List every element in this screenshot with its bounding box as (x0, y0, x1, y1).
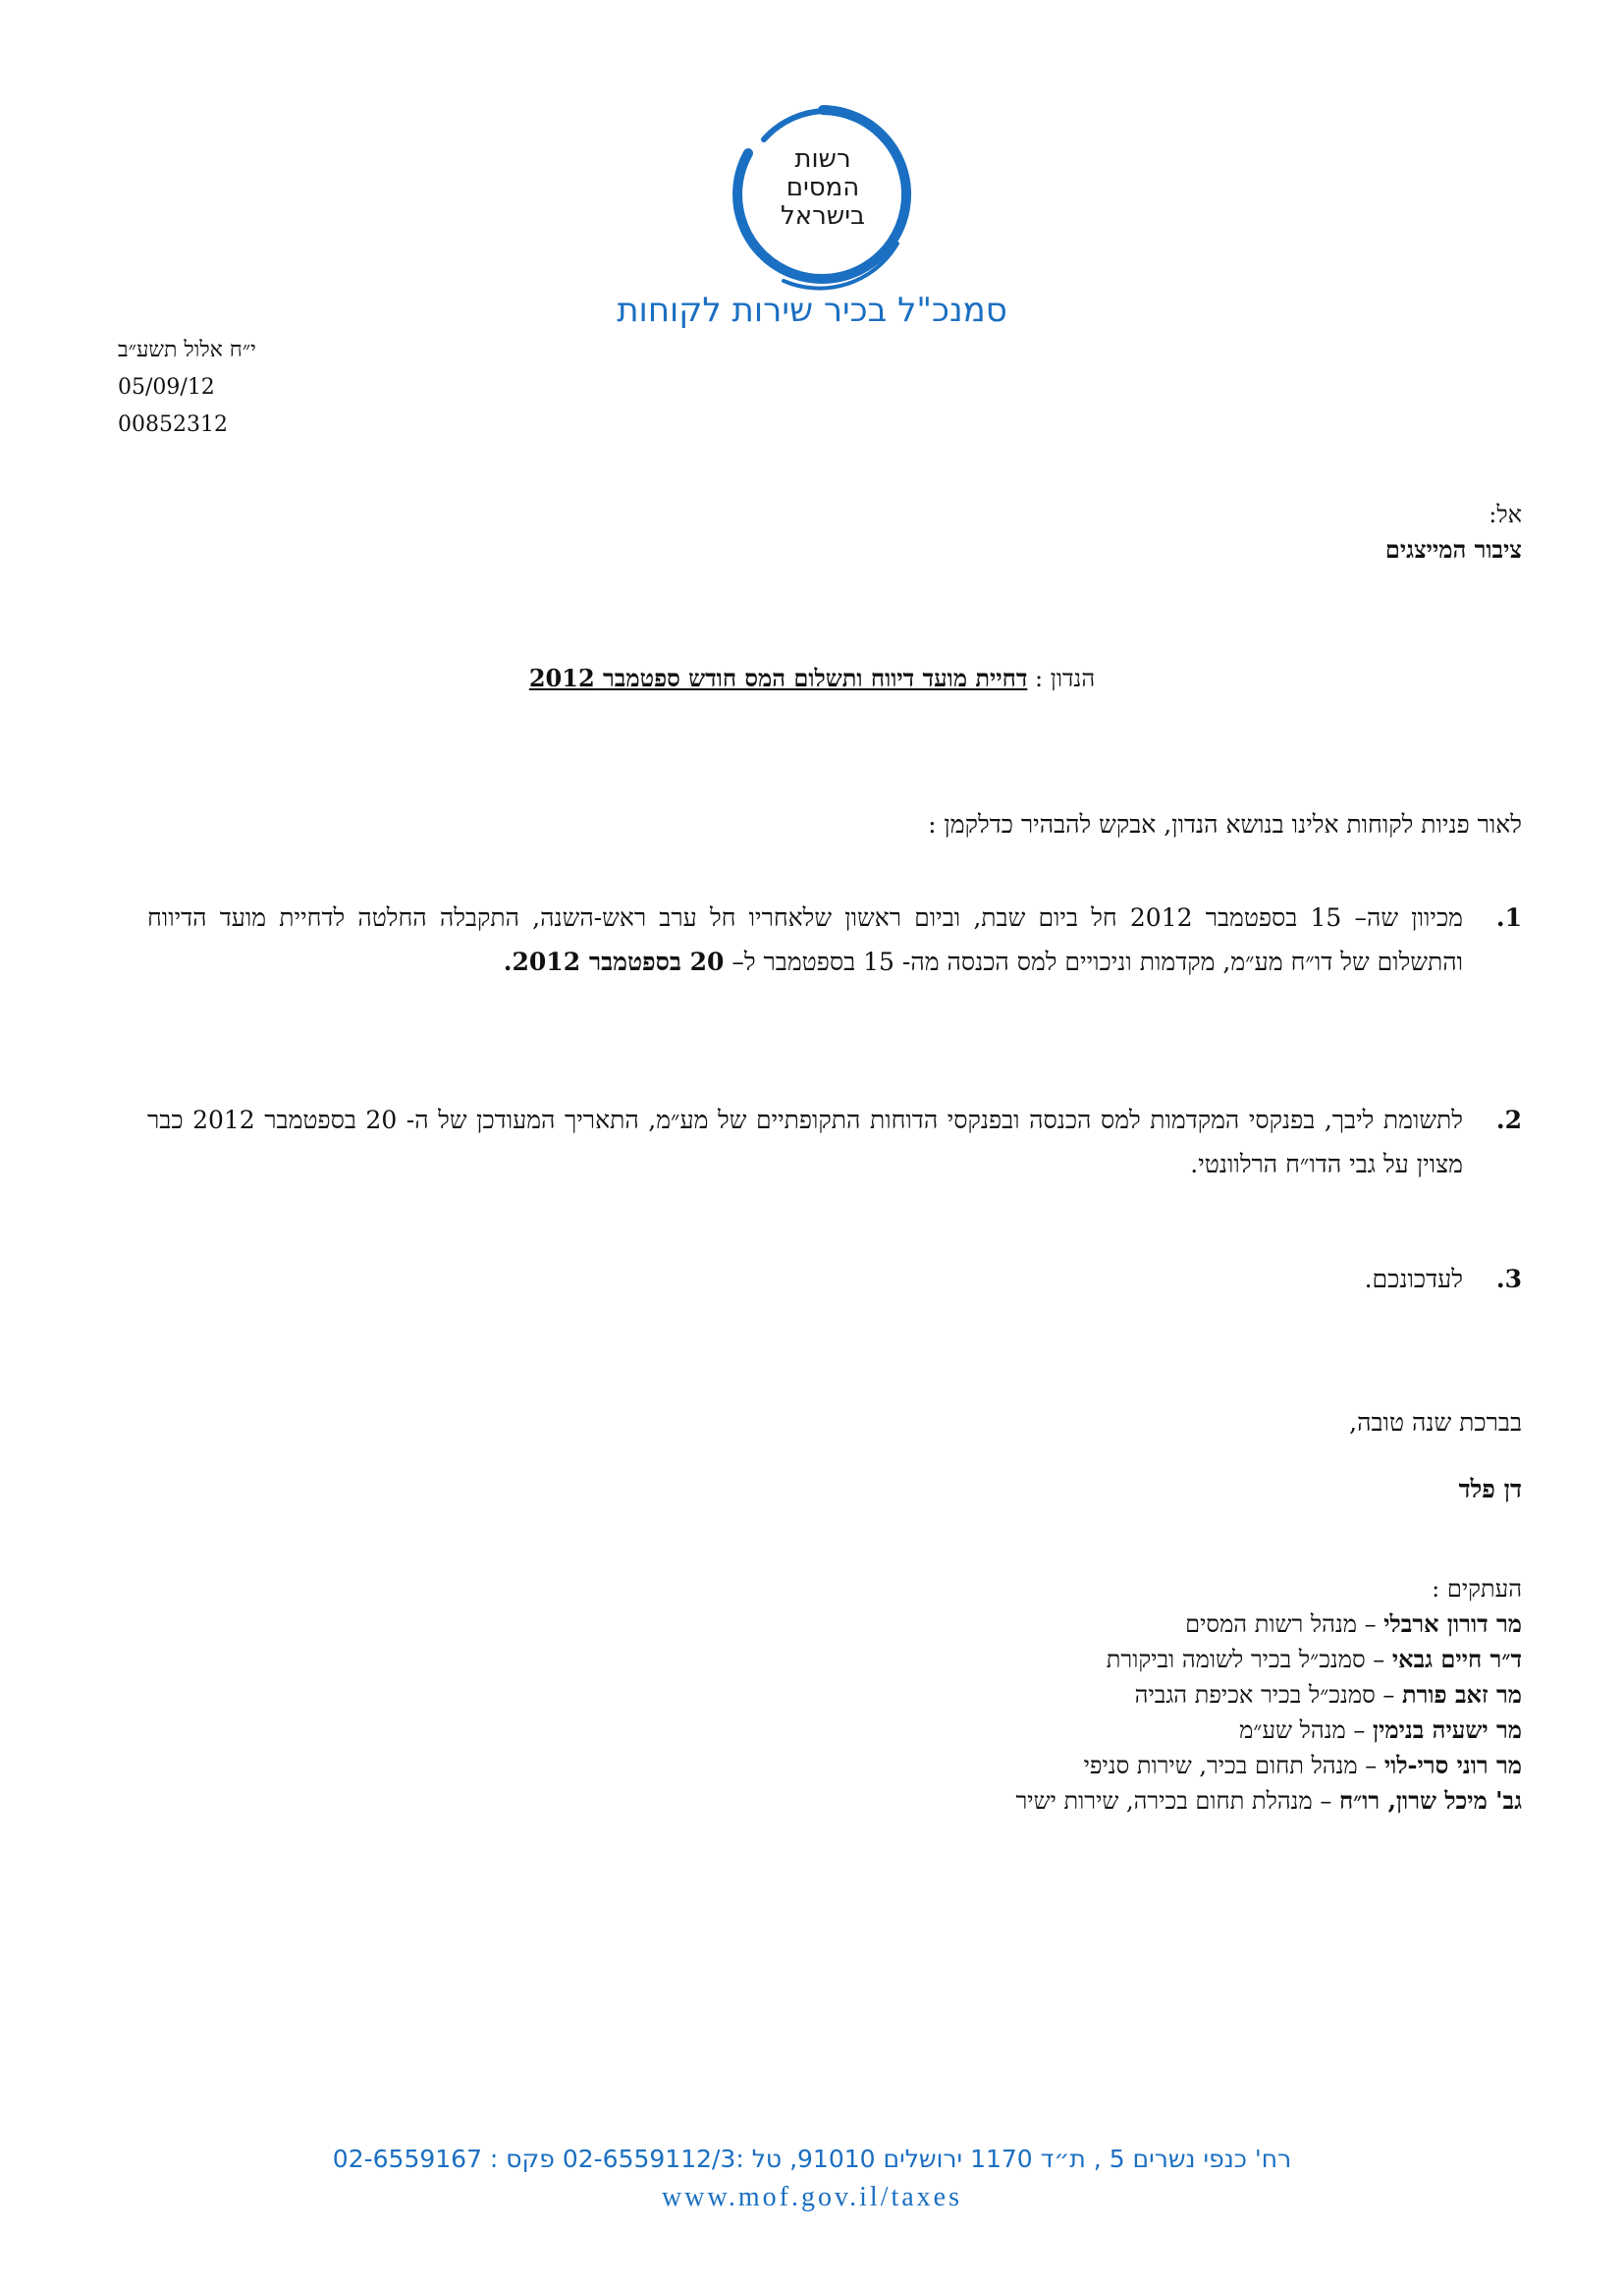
copy-role: – מנהל רשות המסים (1185, 1610, 1384, 1638)
copy-recipient (1016, 1677, 1523, 1713)
copies-label: העתקים : (1432, 1575, 1522, 1603)
footer-address: רח' כנפי נשרים 5 , ת״ד 1170 ירושלים 91010, טל :02-6559112/3 פקס : 02-6559167 (332, 2145, 1292, 2173)
signer-name: דן פלד (1458, 1475, 1522, 1503)
tax-authority-logo (725, 96, 921, 293)
item-text: לעדכונכם. (1364, 1265, 1463, 1293)
copy-recipient (1016, 1748, 1523, 1783)
copy-name: גב' מיכל שרון, רו״ח (1338, 1786, 1522, 1815)
copy-role: – מנהל תחום בכיר, שירות סניפי (1083, 1752, 1384, 1779)
subject-text: דחיית מועד דיווח ותשלום המס חודש ספטמבר 2012 (528, 664, 1028, 692)
intro-paragraph: לאור פניות לקוחות אלינו בנושא הנדון, אבקש להבהיר כדלקמן : (928, 810, 1522, 839)
letter-date: 05/09/12 (118, 375, 215, 400)
to-label: אל: (1489, 501, 1522, 528)
copy-name: מר דורון ארבלי (1383, 1609, 1522, 1638)
copy-name: ד״ר חיים גבאי (1391, 1645, 1522, 1673)
item-text-bold: 20 בספטמבר 2012. (503, 948, 725, 976)
list-item (147, 1257, 1522, 1301)
copy-recipient (1016, 1606, 1523, 1642)
copies-block (1016, 1571, 1523, 1819)
copy-name: מר רוני סרי-לוי (1383, 1751, 1522, 1779)
copy-recipient (1016, 1783, 1523, 1819)
closing-greeting: בברכת שנה טובה, (1349, 1408, 1522, 1437)
copy-role: – מנהלת תחום בכירה, שירות ישיר (1015, 1787, 1339, 1815)
item-number: 2. (1495, 1106, 1522, 1134)
logo-line: המסים (785, 173, 860, 202)
list-item (147, 896, 1522, 984)
item-text: לתשומת ליבך, בפנקסי המקדמות למס הכנסה ובפנקסי הדוחות התקופתיים של מע״מ, התאריך המעודכן של ה- 20 בספטמבר 2012 כבר מצוין על גבי הדו״ח הרלוונטי. (147, 1106, 1463, 1178)
logo-line: בישראל (780, 201, 866, 231)
department-title: סמנכ"ל בכיר שירות לקוחות (617, 291, 1007, 330)
to-name: ציבור המייצגים (1384, 535, 1522, 564)
footer-website[interactable]: www.mof.gov.il/taxes (662, 2182, 962, 2212)
item-text: מכיוון שה– 15 בספטמבר 2012 חל ביום שבת, וביום ראשון שלאחריו חל ערב ראש-השנה, התקבלה החלטה לדחיית מועד הדיווח והתשלום של דו״ח מע״מ, מקדמות וניכויים למס הכנסה מה- 15 בספטמבר ל– (147, 903, 1463, 976)
recipient-block (1385, 497, 1522, 568)
subject-line (0, 664, 1624, 693)
copy-recipient (1016, 1642, 1523, 1677)
list-item (147, 1098, 1522, 1186)
copy-recipient (1016, 1713, 1523, 1748)
logo-text (725, 145, 921, 231)
item-number: 3. (1495, 1265, 1522, 1293)
copy-name: מר זאב פורת (1401, 1680, 1522, 1709)
reference-number: 00852312 (118, 412, 228, 437)
logo-line: רשות (794, 144, 851, 174)
copy-role: – מנהל שע״מ (1239, 1716, 1373, 1744)
copy-name: מר ישעיה בנימין (1373, 1715, 1522, 1744)
hebrew-date: י״ח אלול תשע״ב (118, 338, 256, 362)
letter-meta (118, 332, 256, 444)
subject-label: הנדון : (1035, 665, 1096, 692)
copy-role: – סמנכ״ל בכיר לשומה וביקורת (1106, 1646, 1392, 1673)
copy-role: – סמנכ״ל בכיר אכיפת הגביה (1134, 1681, 1402, 1709)
item-number: 1. (1495, 903, 1522, 932)
